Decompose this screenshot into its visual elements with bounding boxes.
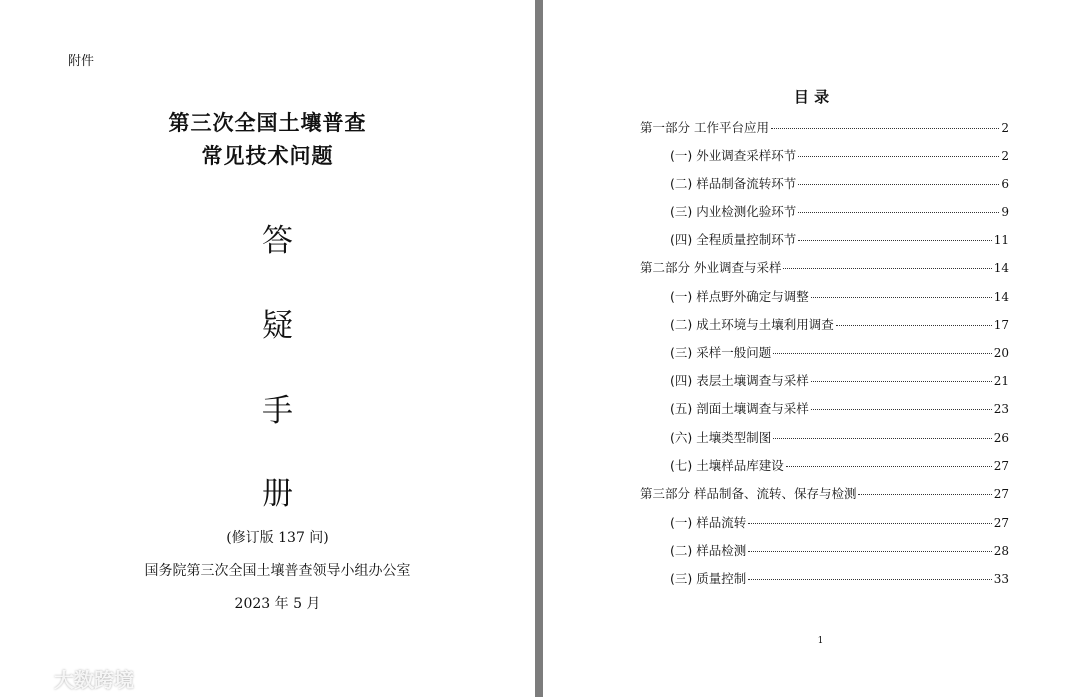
toc-entry-label: (二) 成土环境与土壤利用调查 — [670, 317, 834, 332]
big-char-1: 答 — [262, 223, 293, 259]
toc-entry-label: (三) 采样一般问题 — [670, 345, 772, 360]
toc-entry[interactable] — [670, 371, 1009, 391]
toc-entry[interactable] — [670, 287, 1009, 307]
revision-note: (修订版 137 问) — [226, 530, 329, 546]
publish-date: 2023 年 5 月 — [234, 596, 321, 612]
toc-entry[interactable] — [670, 174, 1009, 194]
toc-entry-label: 第一部分 工作平台应用 — [640, 120, 769, 135]
toc-entry[interactable] — [670, 202, 1009, 222]
toc-leader-dots — [773, 438, 991, 439]
toc-entry-label: (一) 样点野外确定与调整 — [670, 289, 809, 304]
issuing-organization: 国务院第三次全国土壤普查领导小组办公室 — [144, 563, 411, 579]
toc-leader-dots — [811, 381, 992, 382]
toc-entry-label: (一) 外业调查采样环节 — [670, 148, 797, 163]
toc-entry-label: 第二部分 外业调查与采样 — [640, 260, 782, 275]
watermark — [8, 664, 134, 693]
toc-entry[interactable] — [670, 541, 1009, 561]
big-char-4: 册 — [262, 476, 293, 512]
toc-leader-dots — [771, 128, 999, 129]
toc-entry-label: (四) 全程质量控制环节 — [670, 232, 797, 247]
brand-logo-icon — [8, 667, 48, 691]
toc-entry[interactable] — [640, 118, 1009, 138]
attachment-label: 附件 — [68, 54, 95, 69]
toc-entry-page: 26 — [993, 431, 1009, 445]
toc-entry-label: (二) 样品制备流转环节 — [670, 176, 797, 191]
toc-leader-dots — [798, 240, 991, 241]
document-title-line1: 第三次全国土壤普查 — [168, 111, 367, 135]
toc-entry-label: (二) 样品检测 — [670, 543, 747, 558]
toc-entry-page: 9 — [1001, 205, 1009, 219]
toc-entry[interactable] — [670, 315, 1009, 335]
toc-leader-dots — [748, 551, 991, 552]
left-page — [0, 0, 535, 697]
page-number: 1 — [817, 636, 824, 646]
toc-leader-dots — [786, 466, 992, 467]
toc-entry-label: (四) 表层土壤调查与采样 — [670, 373, 809, 388]
toc-entry-page: 2 — [1001, 121, 1009, 135]
toc-entry-page: 17 — [993, 318, 1009, 332]
page-gutter — [535, 0, 543, 697]
toc-entry[interactable] — [670, 146, 1009, 166]
toc-leader-dots — [748, 523, 991, 524]
big-char-3: 手 — [262, 393, 293, 429]
toc-entry-label: (六) 土壤类型制图 — [670, 430, 772, 445]
toc-leader-dots — [811, 297, 992, 298]
toc-leader-dots — [836, 325, 992, 326]
toc-entry-label: (三) 内业检测化验环节 — [670, 204, 797, 219]
toc-entry-label: 第三部分 样品制备、流转、保存与检测 — [640, 486, 857, 501]
toc-entry-page: 27 — [993, 487, 1009, 501]
toc-entry[interactable] — [670, 569, 1009, 589]
toc-leader-dots — [798, 184, 999, 185]
big-char-2: 疑 — [262, 308, 293, 344]
toc-entry-label: (七) 土壤样品库建设 — [670, 458, 784, 473]
toc-entry-page: 27 — [993, 516, 1009, 530]
toc-entry[interactable] — [670, 230, 1009, 250]
toc-leader-dots — [811, 409, 992, 410]
toc-entry-label: (三) 质量控制 — [670, 571, 747, 586]
document-title-line2: 常见技术问题 — [201, 144, 334, 168]
toc-entry-page: 6 — [1001, 177, 1009, 191]
toc-entry[interactable] — [670, 456, 1009, 476]
toc-entry-page: 20 — [993, 346, 1009, 360]
toc-title: 目 录 — [793, 88, 830, 106]
toc-entry-page: 28 — [993, 544, 1009, 558]
toc-entry-page: 14 — [993, 290, 1009, 304]
toc-entry-page: 33 — [993, 572, 1009, 586]
toc-entry-page: 11 — [993, 233, 1009, 247]
toc-entry[interactable] — [670, 428, 1009, 448]
toc-entry[interactable] — [640, 258, 1009, 278]
toc-entry[interactable] — [670, 399, 1009, 419]
toc-entry-page: 14 — [993, 261, 1009, 275]
toc-leader-dots — [798, 156, 999, 157]
toc-leader-dots — [773, 353, 991, 354]
toc-leader-dots — [748, 579, 991, 580]
toc-entry[interactable] — [670, 343, 1009, 363]
toc-entry[interactable] — [670, 513, 1009, 533]
toc-entry-label: (五) 剖面土壤调查与采样 — [670, 401, 809, 416]
toc-entry[interactable] — [640, 484, 1009, 504]
toc-leader-dots — [783, 268, 991, 269]
toc-entry-page: 2 — [1001, 149, 1009, 163]
toc-entry-label: (一) 样品流转 — [670, 515, 747, 530]
toc-entry-page: 21 — [993, 374, 1009, 388]
toc-leader-dots — [858, 494, 991, 495]
right-page — [543, 0, 1080, 697]
watermark-text: 大数跨境 — [54, 668, 134, 692]
toc-entry-page: 23 — [993, 402, 1009, 416]
toc-entry-page: 27 — [993, 459, 1009, 473]
toc-leader-dots — [798, 212, 999, 213]
